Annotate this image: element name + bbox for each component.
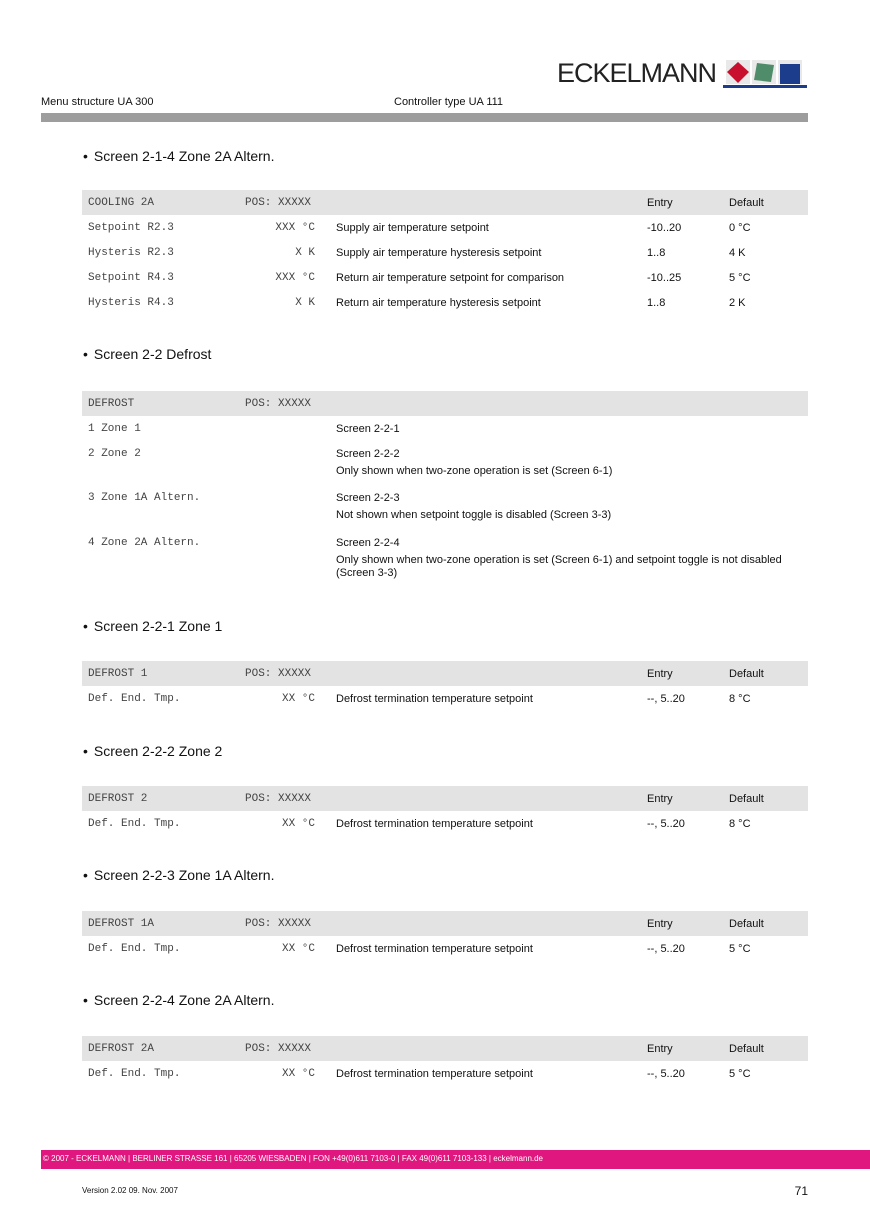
menu-table [82, 391, 808, 582]
screen-name: DEFROST 1 [88, 668, 148, 680]
param-description: Return air temperature hysteresis setpoint [336, 297, 541, 309]
menu-target: Screen 2-2-1 [336, 423, 400, 435]
default-header: Default [729, 918, 764, 930]
section-heading [83, 346, 211, 362]
menu-row [82, 416, 808, 441]
default-header: Default [729, 668, 764, 680]
param-default: 2 K [729, 297, 746, 309]
screen-name: DEFROST 2A [88, 1043, 155, 1055]
menu-note: Only shown when two-zone operation is set (Screen 6-1) and setpoint toggle is not disabled (Screen 3-3) [336, 554, 782, 579]
header-divider [41, 113, 808, 122]
param-name: Hysteris R2.3 [88, 247, 174, 259]
section-title: Screen 2-2-3 Zone 1A Altern. [93, 867, 275, 883]
footer-address: © 2007 - ECKELMANN | BERLINER STRASSE 161 | 65205 WIESBADEN | FON +49(0)611 7103-0 | FAX 49(0)611 7103-133 | eckelmann.de [43, 1154, 544, 1163]
param-value: XX °C [281, 818, 315, 830]
default-header: Default [729, 1043, 764, 1055]
section-heading [83, 867, 274, 883]
logo-mark-icon [723, 57, 807, 88]
menu-item: 4 Zone 2A Altern. [88, 537, 201, 549]
logo-text: ECKELMANN [557, 57, 717, 88]
param-entry: --, 5..20 [647, 818, 685, 830]
param-value: XXX °C [275, 222, 315, 234]
table-row [82, 1061, 808, 1086]
param-value: XX °C [281, 693, 315, 705]
menu-target: Screen 2-2-3 [336, 492, 400, 504]
param-default: 4 K [729, 247, 746, 259]
table-row [82, 811, 808, 836]
version-info: Version 2.02 09. Nov. 2007 [82, 1186, 178, 1195]
section-title: Screen 2-1-4 Zone 2A Altern. [93, 148, 275, 164]
table-row [82, 265, 808, 290]
param-value: XX °C [281, 943, 315, 955]
param-value: XX °C [281, 1068, 315, 1080]
default-header: Default [729, 197, 764, 209]
menu-note: Not shown when setpoint toggle is disabled (Screen 3-3) [336, 509, 612, 521]
eckelmann-logo [557, 57, 807, 88]
pos-field: POS: XXXXX [245, 793, 312, 805]
section-heading [83, 618, 222, 634]
entry-header: Entry [647, 1043, 673, 1055]
param-default: 5 °C [729, 1068, 751, 1080]
bullet-icon: • [83, 992, 88, 1008]
page-number: 71 [794, 1184, 808, 1198]
bullet-icon: • [83, 867, 88, 883]
controller-type: Controller type UA 111 [394, 96, 504, 108]
pos-field: POS: XXXXX [245, 1043, 312, 1055]
param-default: 5 °C [729, 943, 751, 955]
pos-field: POS: XXXXX [245, 197, 312, 209]
menu-item: 3 Zone 1A Altern. [88, 492, 201, 504]
param-description: Defrost termination temperature setpoint [336, 818, 533, 830]
parameter-table [82, 661, 808, 711]
parameter-table [82, 190, 808, 315]
param-default: 8 °C [729, 818, 751, 830]
entry-header: Entry [647, 668, 673, 680]
section-heading [83, 148, 274, 164]
menu-row [82, 441, 808, 485]
menu-item: 1 Zone 1 [88, 423, 141, 435]
entry-header: Entry [647, 197, 673, 209]
param-value: X K [295, 297, 315, 309]
menu-target: Screen 2-2-2 [336, 448, 400, 460]
screen-name: COOLING 2A [88, 197, 155, 209]
section-title: Screen 2-2-1 Zone 1 [93, 618, 223, 634]
screen-name: DEFROST [88, 398, 135, 410]
table-row [82, 240, 808, 265]
param-name: Setpoint R2.3 [88, 222, 174, 234]
param-name: Def. End. Tmp. [88, 1068, 181, 1080]
table-header [82, 786, 808, 811]
pos-field: POS: XXXXX [245, 918, 312, 930]
param-default: 8 °C [729, 693, 751, 705]
section-title: Screen 2-2-4 Zone 2A Altern. [93, 992, 275, 1008]
table-header [82, 911, 808, 936]
bullet-icon: • [83, 148, 88, 164]
param-name: Def. End. Tmp. [88, 693, 181, 705]
menu-item: 2 Zone 2 [88, 448, 141, 460]
pos-field: POS: XXXXX [245, 398, 312, 410]
table-header [82, 190, 808, 215]
menu-target: Screen 2-2-4 [336, 537, 400, 549]
section-heading [83, 992, 274, 1008]
table-header [82, 391, 808, 416]
param-entry: --, 5..20 [647, 1068, 685, 1080]
param-name: Setpoint R4.3 [88, 272, 174, 284]
bullet-icon: • [83, 618, 88, 634]
section-title: Screen 2-2-2 Zone 2 [93, 743, 223, 759]
menu-row [82, 485, 808, 530]
param-entry: 1..8 [647, 247, 666, 259]
menu-note: Only shown when two-zone operation is set (Screen 6-1) [336, 465, 613, 477]
param-name: Def. End. Tmp. [88, 943, 181, 955]
document-title: Menu structure UA 300 [41, 96, 154, 108]
table-header [82, 1036, 808, 1061]
pos-field: POS: XXXXX [245, 668, 312, 680]
default-header: Default [729, 793, 764, 805]
param-default: 5 °C [729, 272, 751, 284]
section-title: Screen 2-2 Defrost [93, 346, 212, 362]
menu-row [82, 530, 808, 582]
param-entry: -10..20 [647, 222, 682, 234]
param-name: Hysteris R4.3 [88, 297, 174, 309]
param-description: Defrost termination temperature setpoint [336, 1068, 533, 1080]
param-description: Return air temperature setpoint for comparison [336, 272, 565, 284]
table-header [82, 661, 808, 686]
screen-name: DEFROST 1A [88, 918, 155, 930]
table-row [82, 686, 808, 711]
parameter-table [82, 1036, 808, 1086]
param-description: Supply air temperature setpoint [336, 222, 489, 234]
param-description: Defrost termination temperature setpoint [336, 943, 533, 955]
param-default: 0 °C [729, 222, 751, 234]
table-row [82, 290, 808, 315]
entry-header: Entry [647, 793, 673, 805]
param-entry: 1..8 [647, 297, 666, 309]
screen-name: DEFROST 2 [88, 793, 148, 805]
bullet-icon: • [83, 743, 88, 759]
section-heading [83, 743, 222, 759]
param-description: Defrost termination temperature setpoint [336, 693, 533, 705]
table-row [82, 215, 808, 240]
param-value: XXX °C [275, 272, 315, 284]
parameter-table [82, 786, 808, 836]
param-name: Def. End. Tmp. [88, 818, 181, 830]
param-description: Supply air temperature hysteresis setpoint [336, 247, 542, 259]
param-entry: -10..25 [647, 272, 682, 284]
bullet-icon: • [83, 346, 88, 362]
param-entry: --, 5..20 [647, 943, 685, 955]
entry-header: Entry [647, 918, 673, 930]
table-row [82, 936, 808, 961]
param-value: X K [295, 247, 315, 259]
parameter-table [82, 911, 808, 961]
param-entry: --, 5..20 [647, 693, 685, 705]
